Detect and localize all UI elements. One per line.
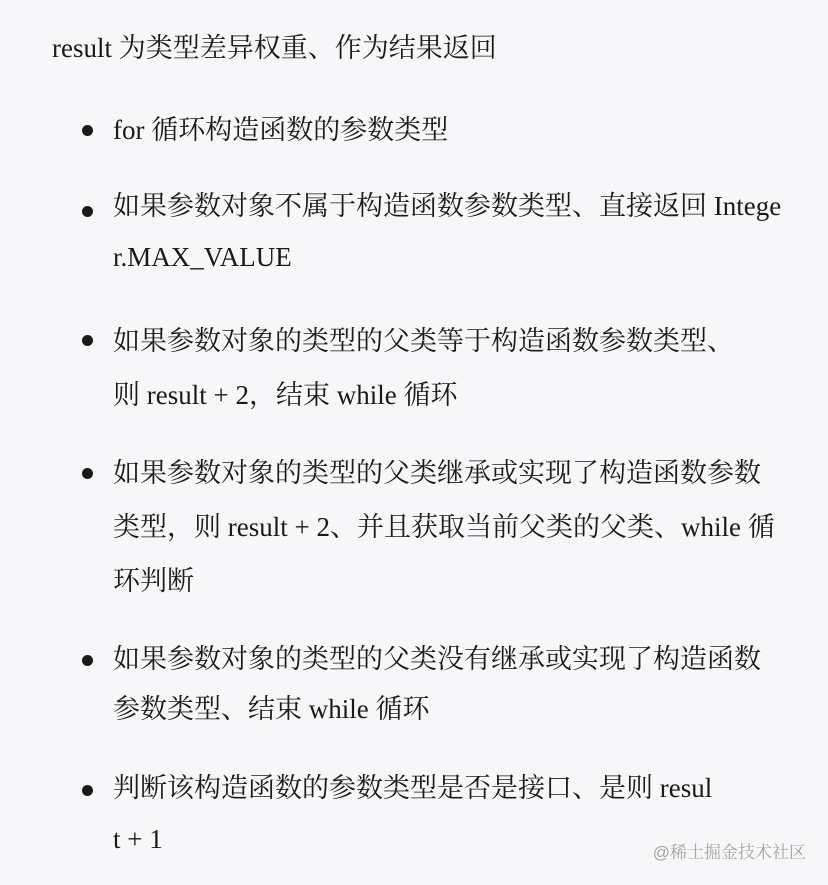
bullet-dot-icon bbox=[82, 468, 93, 479]
bullet-dot-icon bbox=[82, 206, 93, 217]
list-item-text: 如果参数对象的类型的父类没有继承或实现了构造函数参数类型、结束 while 循环 bbox=[113, 644, 761, 724]
list-item-text: 判断该构造函数的参数类型是否是接口、是则 result + 1 bbox=[113, 773, 713, 854]
bullet-dot-icon bbox=[82, 655, 93, 666]
list-item-text: 如果参数对象不属于构造函数参数类型、直接返回 Integer.MAX_VALUE bbox=[113, 191, 782, 272]
watermark-text: @稀土掘金技术社区 bbox=[652, 843, 806, 862]
intro-paragraph: result 为类型差异权重、作为结果返回 bbox=[52, 33, 497, 63]
list-item-text: for 循环构造函数的参数类型 bbox=[113, 115, 449, 145]
list-item-text: 如果参数对象的类型的父类等于构造函数参数类型、则 result + 2，结束 while 循环 bbox=[113, 326, 734, 410]
bullet-dot-icon bbox=[82, 785, 93, 796]
bullet-dot-icon bbox=[82, 335, 93, 346]
bullet-dot-icon bbox=[82, 125, 93, 136]
list-item-text: 如果参数对象的类型的父类继承或实现了构造函数参数类型，则 result + 2、并且获取当前父类的父类、while 循环判断 bbox=[113, 458, 775, 596]
